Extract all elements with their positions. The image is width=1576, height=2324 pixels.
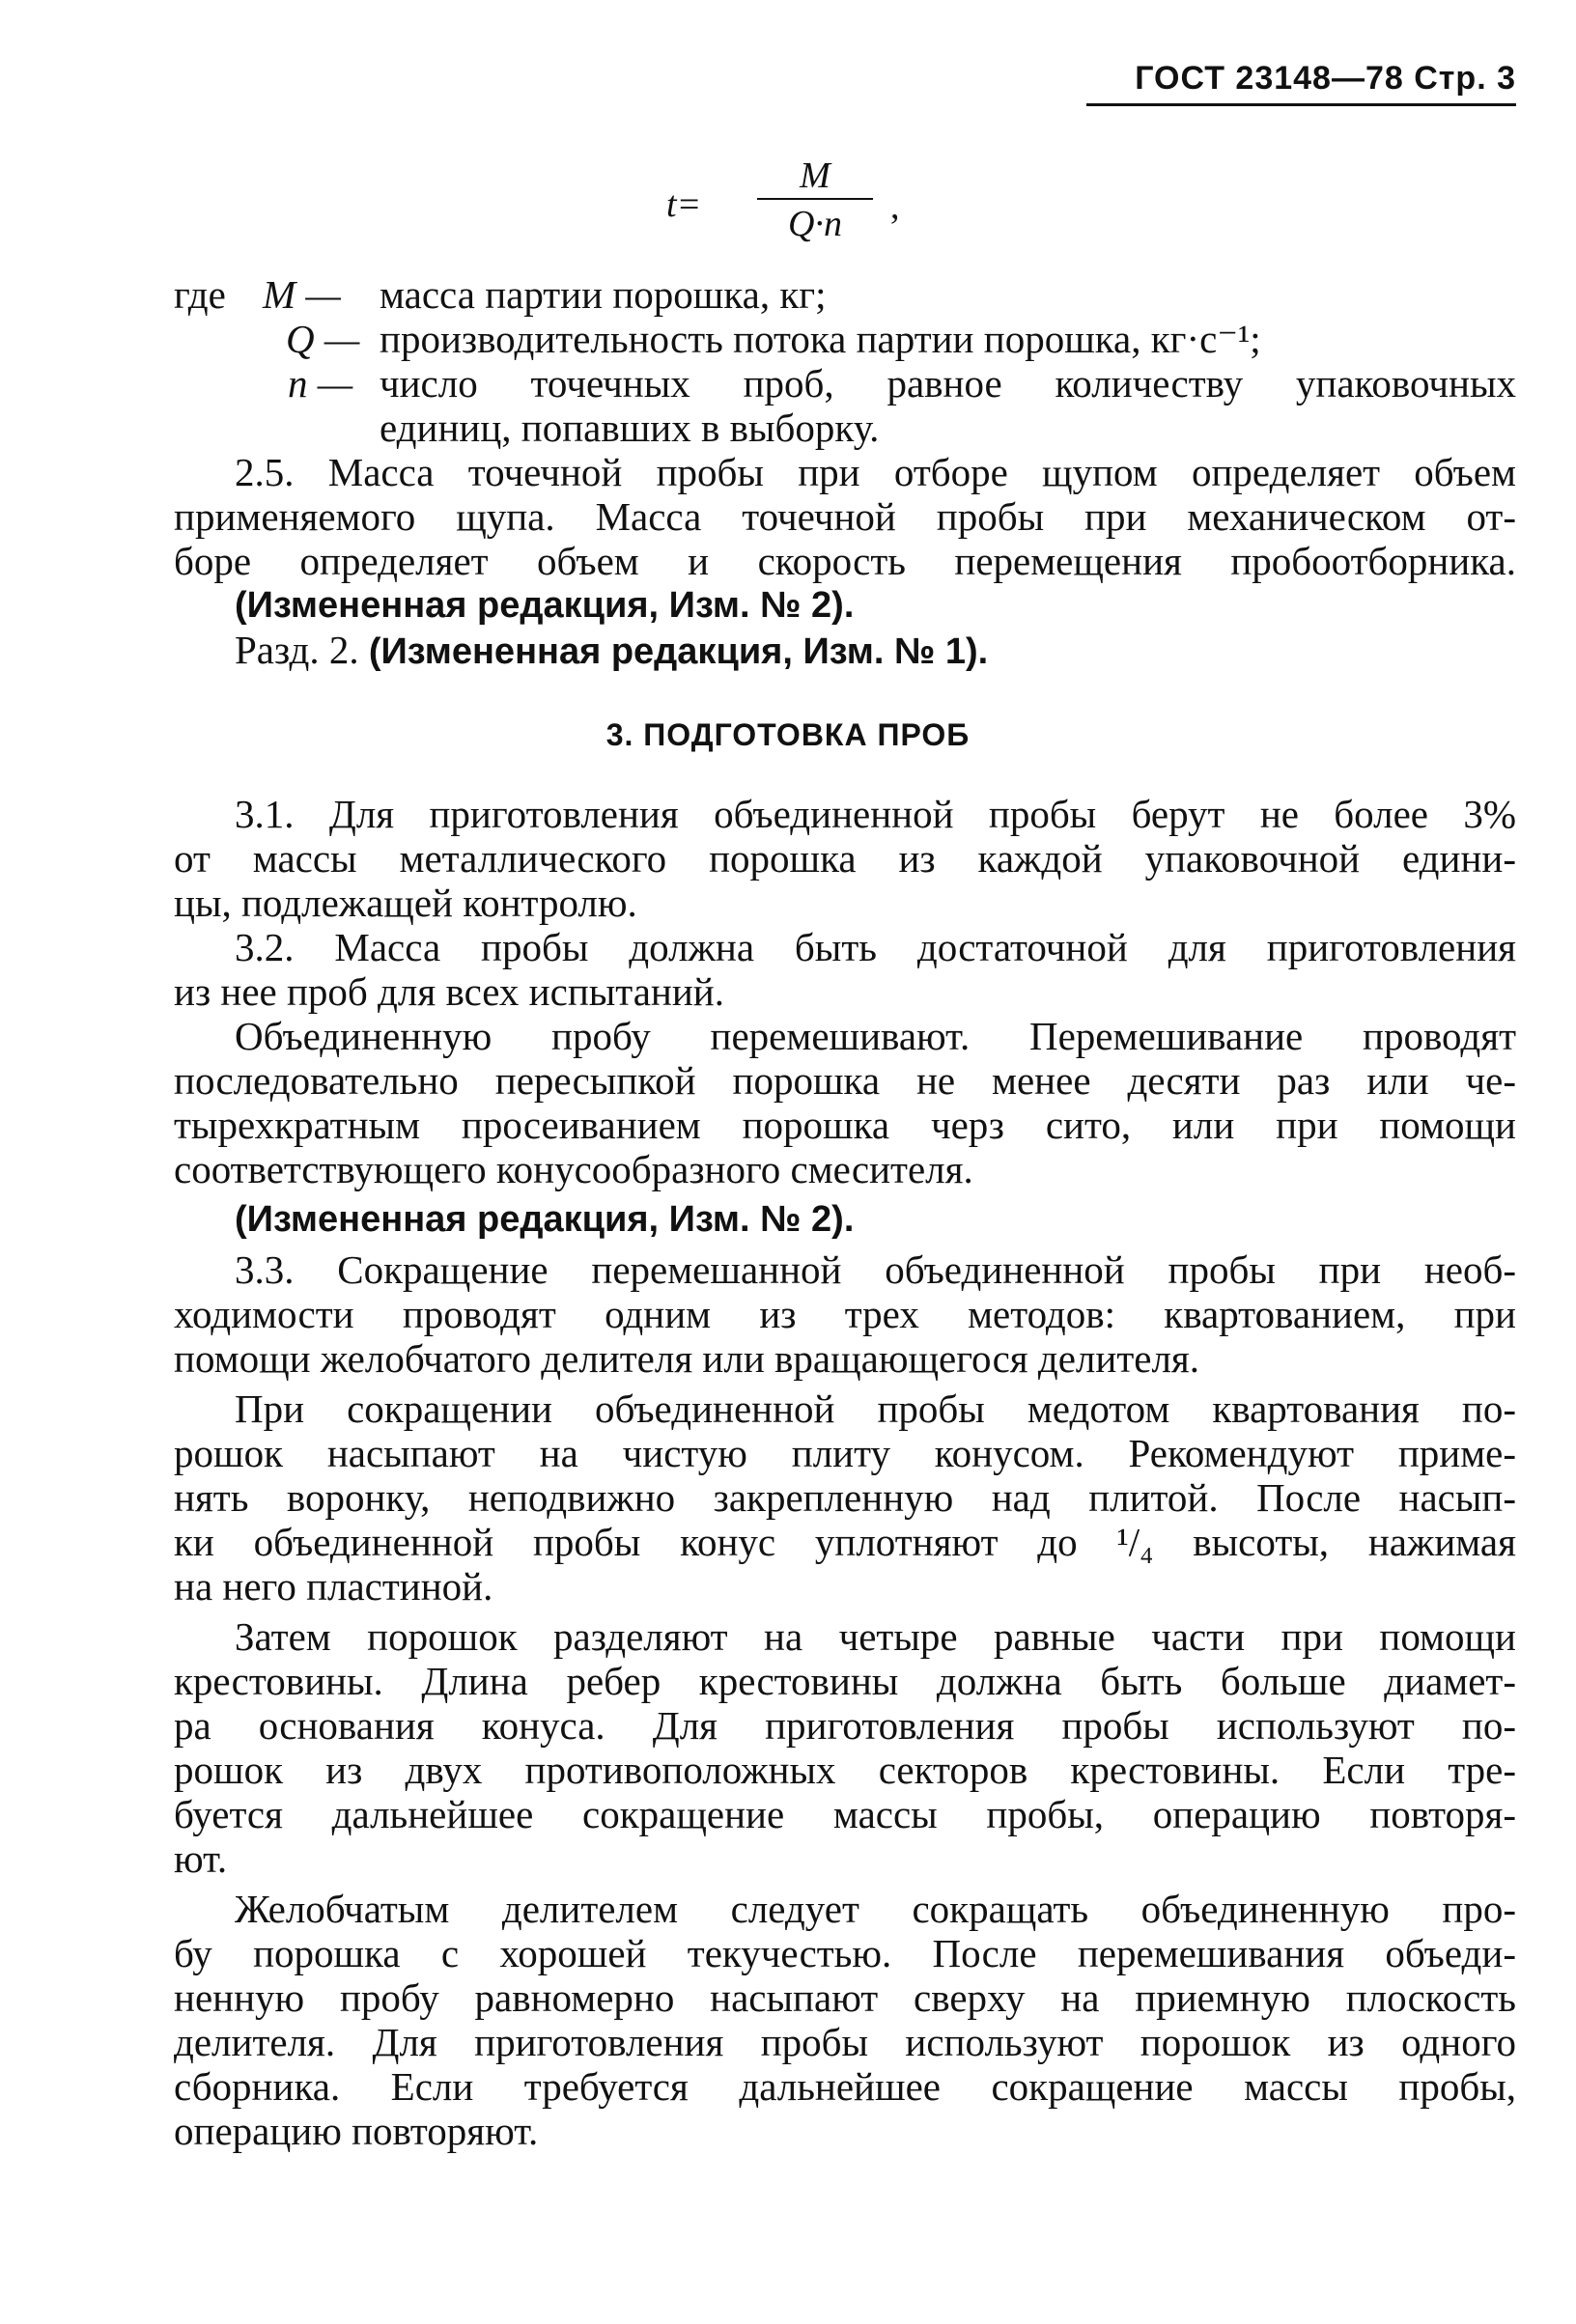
formula-fraction bbox=[757, 156, 873, 243]
paragraph-line: помощи желобчатого делителя или вращающегося делителя. bbox=[174, 1336, 1200, 1381]
paragraph-line: применяемого щупа. Масса точечной пробы при механическом от- bbox=[174, 494, 1516, 539]
paragraph-line: сборника. Если требуется дальнейшее сокращение массы пробы, bbox=[174, 2064, 1516, 2109]
definition-text-m: масса партии порошка, кг; bbox=[380, 272, 827, 317]
amendment-note: (Измененная редакция, Изм. № 1). bbox=[368, 631, 989, 672]
paragraph-line: операцию повторяют. bbox=[174, 2109, 539, 2153]
paragraph-line: рошок насыпают на чистую плиту конусом. Рекомендуют приме- bbox=[174, 1431, 1516, 1475]
paragraph-line: 3.3. Сокращение перемешанной объединенной пробы при необ- bbox=[235, 1247, 1516, 1292]
definition-text-n: число точечных проб, равное количеству упаковочных bbox=[380, 361, 1516, 406]
paragraph-line: нять воронку, неподвижно закрепленную над плитой. После насып- bbox=[174, 1475, 1516, 1520]
paragraph-line: соответствующего конусообразного смесителя. bbox=[174, 1147, 973, 1191]
paragraph-line: 2.5. Масса точечной пробы при отборе щупом определяет объем bbox=[235, 450, 1516, 494]
definition-text-q: производительность потока партии порошка, кг·с⁻¹; bbox=[380, 317, 1261, 361]
paragraph-line: буется дальнейшее сокращение массы пробы, операцию повторя- bbox=[174, 1792, 1516, 1836]
paragraph-line: Объединенную пробу перемешивают. Перемешивание проводят bbox=[235, 1014, 1516, 1058]
section-2-note bbox=[235, 628, 988, 674]
paragraph-line: от массы металлического порошка из каждой упаковочной едини- bbox=[174, 836, 1516, 881]
paragraph-line: При сокращении объединенной пробы медотом квартования по- bbox=[235, 1386, 1516, 1431]
definitions-intro: где bbox=[174, 272, 226, 317]
fraction-bar bbox=[757, 198, 873, 200]
paragraph-line: 3.2. Масса пробы должна быть достаточной для приготовления bbox=[235, 925, 1516, 969]
formula-numerator: M bbox=[800, 155, 830, 196]
formula-denominator: Q·n bbox=[788, 204, 842, 244]
paragraph-line: ра основания конуса. Для приготовления пробы используют по- bbox=[174, 1703, 1516, 1748]
amendment-note: (Измененная редакция, Изм. № 2). bbox=[235, 585, 855, 626]
paragraph-line: бу порошка с хорошей текучестью. После перемешивания объеди- bbox=[174, 1931, 1516, 1975]
formula-lhs: t= bbox=[666, 184, 702, 225]
header-rule bbox=[1086, 103, 1516, 106]
page-header: ГОСТ 23148—78 Стр. 3 bbox=[1135, 60, 1516, 97]
definition-symbol-m: M — bbox=[263, 272, 341, 317]
paragraph-line: ют. bbox=[174, 1836, 228, 1881]
paragraph-line: 3.1. Для приготовления объединенной пробы берут не более 3% bbox=[235, 792, 1516, 836]
paragraph-line: цы, подлежащей контролю. bbox=[174, 881, 637, 925]
section-heading: 3. ПОДГОТОВКА ПРОБ bbox=[605, 717, 971, 752]
formula bbox=[666, 156, 975, 243]
paragraph-line: Желобчатым делителем следует сокращать объединенную про- bbox=[235, 1887, 1516, 1931]
paragraph-line: делителя. Для приготовления пробы используют порошок из одного bbox=[174, 2020, 1516, 2064]
amendment-note: (Измененная редакция, Изм. № 2). bbox=[235, 1199, 855, 1240]
paragraph-line: на него пластиной. bbox=[174, 1564, 493, 1609]
paragraph-line: боре определяет объем и скорость перемещения пробоотборника. bbox=[174, 539, 1516, 583]
paragraph-line: крестовины. Длина ребер крестовины должна быть больше диамет- bbox=[174, 1659, 1516, 1703]
formula-comma: , bbox=[890, 186, 900, 227]
paragraph-line: из нее проб для всех испытаний. bbox=[174, 969, 724, 1014]
definition-symbol-q: Q — bbox=[286, 317, 360, 361]
paragraph-line: Затем порошок разделяют на четыре равные части при помощи bbox=[235, 1614, 1516, 1659]
paragraph-line: ки объединенной пробы конус уплотняют до ¹/₄ высоты, нажимая bbox=[174, 1520, 1516, 1564]
definition-continuation: единиц, попавших в выборку. bbox=[380, 406, 880, 450]
paragraph-line: тырехкратным просеиванием порошка черз сито, или при помощи bbox=[174, 1103, 1516, 1147]
paragraph-line: последовательно пересыпкой порошка не менее десяти раз или че- bbox=[174, 1058, 1516, 1103]
section-2-prefix: Разд. 2. bbox=[235, 628, 359, 672]
paragraph-line: ходимости проводят одним из трех методов: квартованием, при bbox=[174, 1292, 1516, 1336]
paragraph-line: ненную пробу равномерно насыпают сверху на приемную плоскость bbox=[174, 1975, 1516, 2020]
paragraph-line: рошок из двух противоположных секторов крестовины. Если тре- bbox=[174, 1748, 1516, 1792]
definition-symbol-n: n — bbox=[288, 361, 353, 406]
